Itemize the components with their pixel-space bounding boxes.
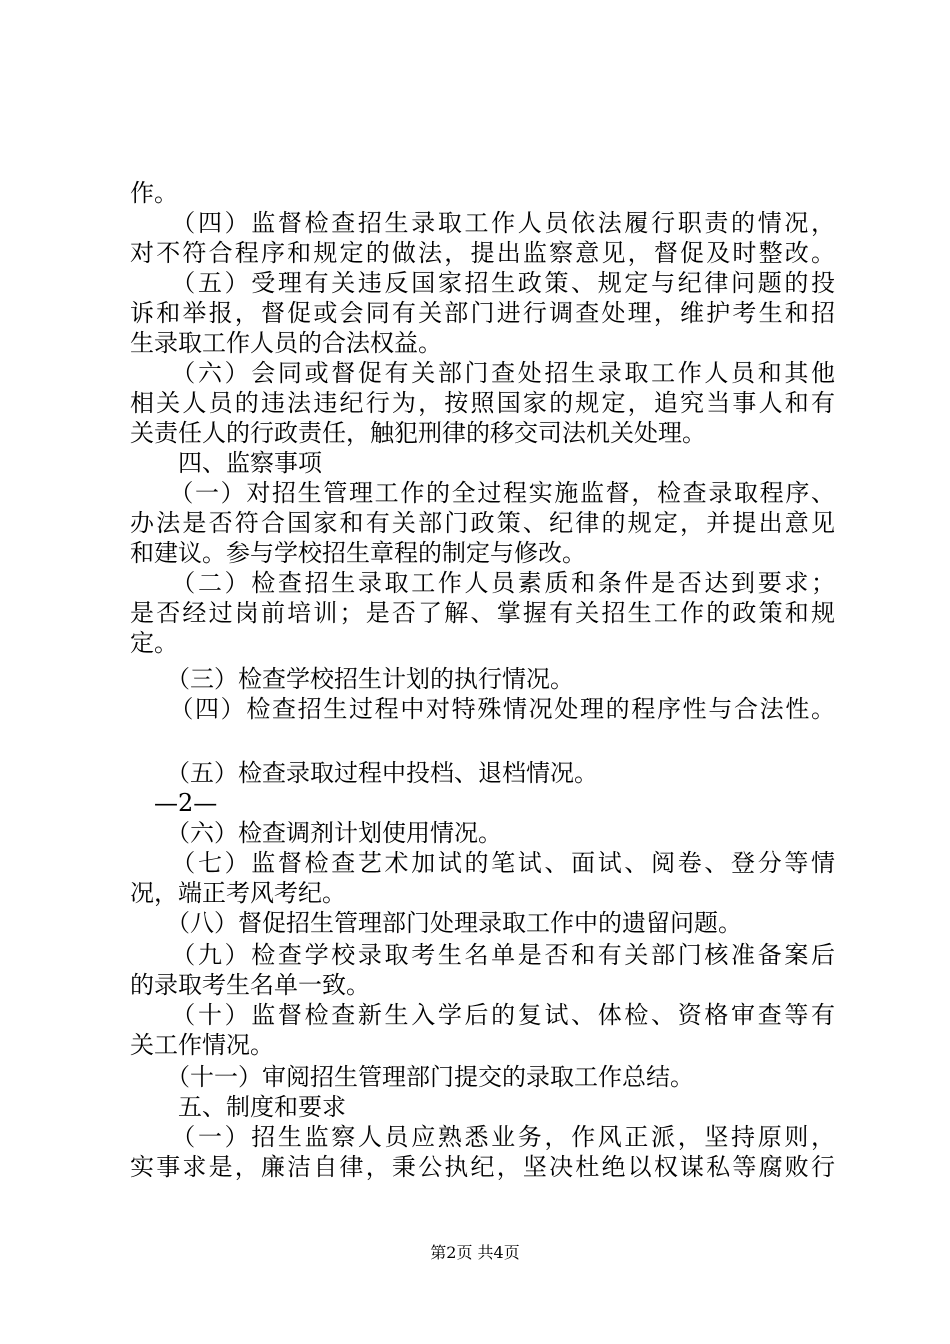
body-line: 的录取考生名单一致。 [130,971,370,999]
body-line: 关责任人的行政责任，触犯刑律的移交司法机关处理。 [130,419,706,447]
body-line: 生录取工作人员的合法权益。 [130,329,442,357]
body-line: 况，端正考风考纪。 [130,879,346,907]
body-line: 对不符合程序和规定的做法，提出监察意见，督促及时整改。 [130,239,835,267]
body-line: （六）检查调剂计划使用情况。 [130,819,502,847]
body-line: （二）检查招生录取工作人员素质和条件是否达到要求； [130,569,835,597]
body-line: （四）检查招生过程中对特殊情况处理的程序性与合法性。 [130,695,835,723]
body-line: 关工作情况。 [130,1031,274,1059]
body-line: 诉和举报，督促或会同有关部门进行调查处理，维护考生和招 [130,299,835,327]
body-line: （五）受理有关违反国家招生政策、规定与纪律问题的投 [130,269,835,297]
body-line: （十）监督检查新生入学后的复试、体检、资格审查等有 [130,1001,835,1029]
body-line: （八）督促招生管理部门处理录取工作中的遗留问题。 [130,909,742,937]
section-heading: 五、制度和要求 [130,1093,346,1121]
body-line: （十一）审阅招生管理部门提交的录取工作总结。 [130,1063,694,1091]
section-heading: 四、监察事项 [130,449,322,477]
body-line: 是否经过岗前培训；是否了解、掌握有关招生工作的政策和规 [130,599,835,627]
body-line: （五）检查录取过程中投档、退档情况。 [130,759,598,787]
body-line: 相关人员的违法违纪行为，按照国家的规定，追究当事人和有 [130,389,835,417]
inline-page-number: —2— [130,789,218,817]
body-line: （六）会同或督促有关部门查处招生录取工作人员和其他 [130,359,835,387]
body-line: （一）招生监察人员应熟悉业务，作风正派，坚持原则， [130,1123,835,1151]
body-line: 作。 [130,179,178,207]
page-footer: 第2页 共4页 [430,1243,520,1262]
body-line: 办法是否符合国家和有关部门政策、纪律的规定，并提出意见 [130,509,835,537]
body-line: （三）检查学校招生计划的执行情况。 [130,665,574,693]
body-line: （九）检查学校录取考生名单是否和有关部门核准备案后 [130,941,835,969]
body-line: （四）监督检查招生录取工作人员依法履行职责的情况， [130,209,835,237]
body-line: （七）监督检查艺术加试的笔试、面试、阅卷、登分等情 [130,849,835,877]
body-line: 实事求是，廉洁自律，秉公执纪，坚决杜绝以权谋私等腐败行 [130,1153,835,1181]
body-line: （一）对招生管理工作的全过程实施监督，检查录取程序、 [130,479,835,507]
body-line: 和建议。参与学校招生章程的制定与修改。 [130,539,586,567]
body-line: 定。 [130,629,178,657]
